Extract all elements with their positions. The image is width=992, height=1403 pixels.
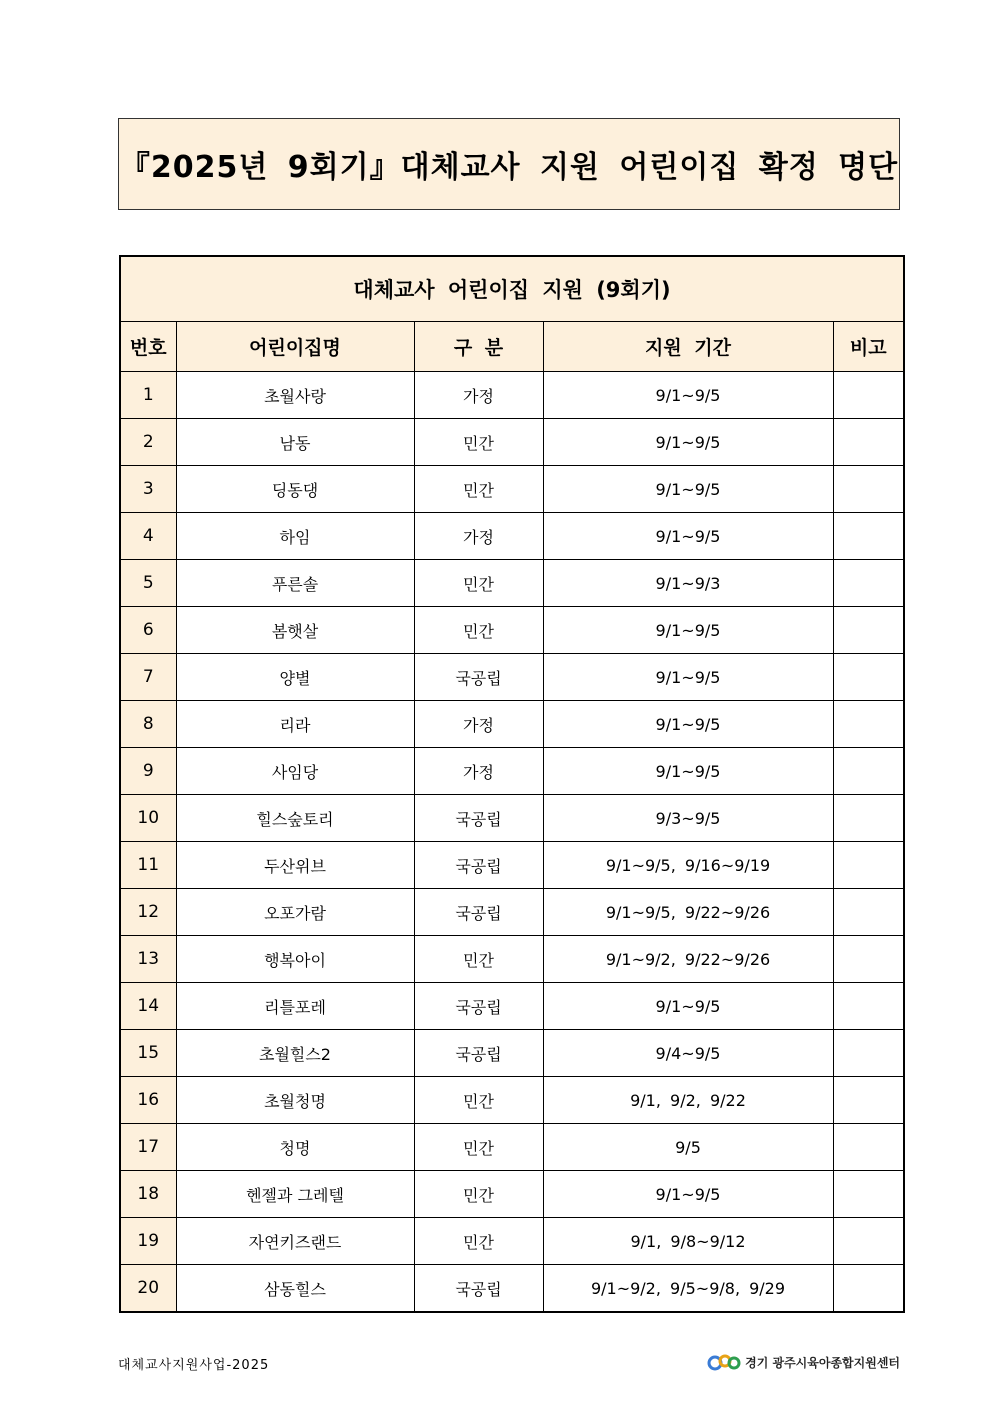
cell-number: 9 — [120, 748, 176, 795]
cell-daycare-name: 양별 — [176, 654, 414, 701]
cell-number: 8 — [120, 701, 176, 748]
cell-daycare-name: 힐스숲토리 — [176, 795, 414, 842]
cell-period: 9/1, 9/2, 9/22 — [543, 1077, 833, 1124]
cell-note — [833, 654, 904, 701]
cell-type: 국공립 — [414, 1265, 543, 1313]
cell-daycare-name: 초월힐스2 — [176, 1030, 414, 1077]
roster-table — [119, 255, 905, 1313]
header-number: 번호 — [120, 322, 176, 372]
cell-daycare-name: 푸른솔 — [176, 560, 414, 607]
cell-number: 12 — [120, 889, 176, 936]
cell-daycare-name: 초월사랑 — [176, 372, 414, 419]
table-row — [120, 607, 904, 654]
cell-type: 국공립 — [414, 983, 543, 1030]
cell-period: 9/1~9/5 — [543, 983, 833, 1030]
cell-period: 9/5 — [543, 1124, 833, 1171]
table-row — [120, 1218, 904, 1265]
cell-number: 19 — [120, 1218, 176, 1265]
cell-number: 1 — [120, 372, 176, 419]
header-period: 지원 기간 — [543, 322, 833, 372]
table-row — [120, 701, 904, 748]
cell-type: 민간 — [414, 466, 543, 513]
cell-type: 가정 — [414, 748, 543, 795]
cell-number: 16 — [120, 1077, 176, 1124]
cell-period: 9/1~9/2, 9/5~9/8, 9/29 — [543, 1265, 833, 1313]
cell-period: 9/1~9/3 — [543, 560, 833, 607]
cell-period: 9/1, 9/8~9/12 — [543, 1218, 833, 1265]
cell-period: 9/1~9/5, 9/22~9/26 — [543, 889, 833, 936]
footer-program-label: 대체교사지원사업-2025 — [118, 1358, 270, 1373]
cell-type: 민간 — [414, 1077, 543, 1124]
cell-note — [833, 372, 904, 419]
cell-number: 2 — [120, 419, 176, 466]
table-row — [120, 936, 904, 983]
cell-note — [833, 1030, 904, 1077]
cell-period: 9/1~9/5, 9/16~9/19 — [543, 842, 833, 889]
cell-note — [833, 701, 904, 748]
cell-daycare-name: 리라 — [176, 701, 414, 748]
table-caption: 대체교사 어린이집 지원 (9회기) — [120, 256, 904, 322]
cell-period: 9/1~9/5 — [543, 748, 833, 795]
table-row — [120, 419, 904, 466]
table-row — [120, 1077, 904, 1124]
table-row — [120, 1171, 904, 1218]
cell-period: 9/1~9/5 — [543, 513, 833, 560]
cell-daycare-name: 행복아이 — [176, 936, 414, 983]
table-row — [120, 1265, 904, 1313]
cell-number: 17 — [120, 1124, 176, 1171]
table-row — [120, 795, 904, 842]
cell-type: 가정 — [414, 701, 543, 748]
cell-type: 가정 — [414, 372, 543, 419]
header-note: 비고 — [833, 322, 904, 372]
cell-daycare-name: 딩동댕 — [176, 466, 414, 513]
cell-type: 민간 — [414, 607, 543, 654]
cell-number: 5 — [120, 560, 176, 607]
cell-number: 18 — [120, 1171, 176, 1218]
cell-daycare-name: 오포가람 — [176, 889, 414, 936]
footer-organization — [707, 1352, 900, 1372]
cell-type: 민간 — [414, 1171, 543, 1218]
cell-note — [833, 748, 904, 795]
cell-type: 민간 — [414, 419, 543, 466]
table-row — [120, 889, 904, 936]
cell-note — [833, 936, 904, 983]
table-row — [120, 466, 904, 513]
cell-note — [833, 513, 904, 560]
cell-type: 국공립 — [414, 889, 543, 936]
cell-note — [833, 1077, 904, 1124]
cell-note — [833, 419, 904, 466]
cell-period: 9/1~9/5 — [543, 466, 833, 513]
table-row — [120, 748, 904, 795]
cell-type: 국공립 — [414, 1030, 543, 1077]
cell-number: 14 — [120, 983, 176, 1030]
cell-daycare-name: 하임 — [176, 513, 414, 560]
table-row — [120, 983, 904, 1030]
cell-daycare-name: 자연키즈랜드 — [176, 1218, 414, 1265]
cell-note — [833, 795, 904, 842]
cell-period: 9/1~9/5 — [543, 1171, 833, 1218]
cell-note — [833, 889, 904, 936]
cell-daycare-name: 헨젤과 그레텔 — [176, 1171, 414, 1218]
table-header-row — [120, 322, 904, 372]
table-row — [120, 560, 904, 607]
cell-number: 4 — [120, 513, 176, 560]
cell-note — [833, 1124, 904, 1171]
cell-period: 9/4~9/5 — [543, 1030, 833, 1077]
cell-daycare-name: 청명 — [176, 1124, 414, 1171]
table-row — [120, 372, 904, 419]
table-row — [120, 513, 904, 560]
cell-period: 9/1~9/5 — [543, 701, 833, 748]
table-row — [120, 842, 904, 889]
cell-period: 9/1~9/5 — [543, 419, 833, 466]
cell-daycare-name: 봄햇살 — [176, 607, 414, 654]
cell-type: 가정 — [414, 513, 543, 560]
cell-note — [833, 983, 904, 1030]
cell-type: 국공립 — [414, 654, 543, 701]
table-row — [120, 1030, 904, 1077]
cell-daycare-name: 초월청명 — [176, 1077, 414, 1124]
cell-period: 9/3~9/5 — [543, 795, 833, 842]
cell-number: 11 — [120, 842, 176, 889]
cell-note — [833, 607, 904, 654]
cell-period: 9/1~9/5 — [543, 372, 833, 419]
table-body — [120, 372, 904, 1313]
cell-daycare-name: 남동 — [176, 419, 414, 466]
cell-number: 6 — [120, 607, 176, 654]
cell-type: 민간 — [414, 1218, 543, 1265]
table-caption-row — [120, 256, 904, 322]
cell-number: 10 — [120, 795, 176, 842]
cell-daycare-name: 삼동힐스 — [176, 1265, 414, 1313]
cell-daycare-name: 두산위브 — [176, 842, 414, 889]
footer-organization-name: 경기 광주시육아종합지원센터 — [745, 1355, 900, 1370]
cell-number: 7 — [120, 654, 176, 701]
cell-number: 3 — [120, 466, 176, 513]
cell-note — [833, 466, 904, 513]
cell-note — [833, 842, 904, 889]
header-type: 구 분 — [414, 322, 543, 372]
cell-type: 민간 — [414, 936, 543, 983]
cell-type: 국공립 — [414, 795, 543, 842]
table-row — [120, 654, 904, 701]
cell-daycare-name: 사임당 — [176, 748, 414, 795]
title-box — [118, 118, 900, 210]
cell-type: 국공립 — [414, 842, 543, 889]
cell-period: 9/1~9/2, 9/22~9/26 — [543, 936, 833, 983]
page-title: 『2025년 9회기』대체교사 지원 어린이집 확정 명단 — [119, 150, 899, 185]
cell-period: 9/1~9/5 — [543, 654, 833, 701]
cell-note — [833, 1171, 904, 1218]
organization-logo-icon — [707, 1352, 741, 1372]
cell-note — [833, 1265, 904, 1313]
cell-number: 13 — [120, 936, 176, 983]
table-row — [120, 1124, 904, 1171]
cell-type: 민간 — [414, 560, 543, 607]
cell-note — [833, 1218, 904, 1265]
cell-note — [833, 560, 904, 607]
cell-number: 15 — [120, 1030, 176, 1077]
cell-number: 20 — [120, 1265, 176, 1313]
cell-type: 민간 — [414, 1124, 543, 1171]
cell-daycare-name: 리틀포레 — [176, 983, 414, 1030]
cell-period: 9/1~9/5 — [543, 607, 833, 654]
header-daycare-name: 어린이집명 — [176, 322, 414, 372]
